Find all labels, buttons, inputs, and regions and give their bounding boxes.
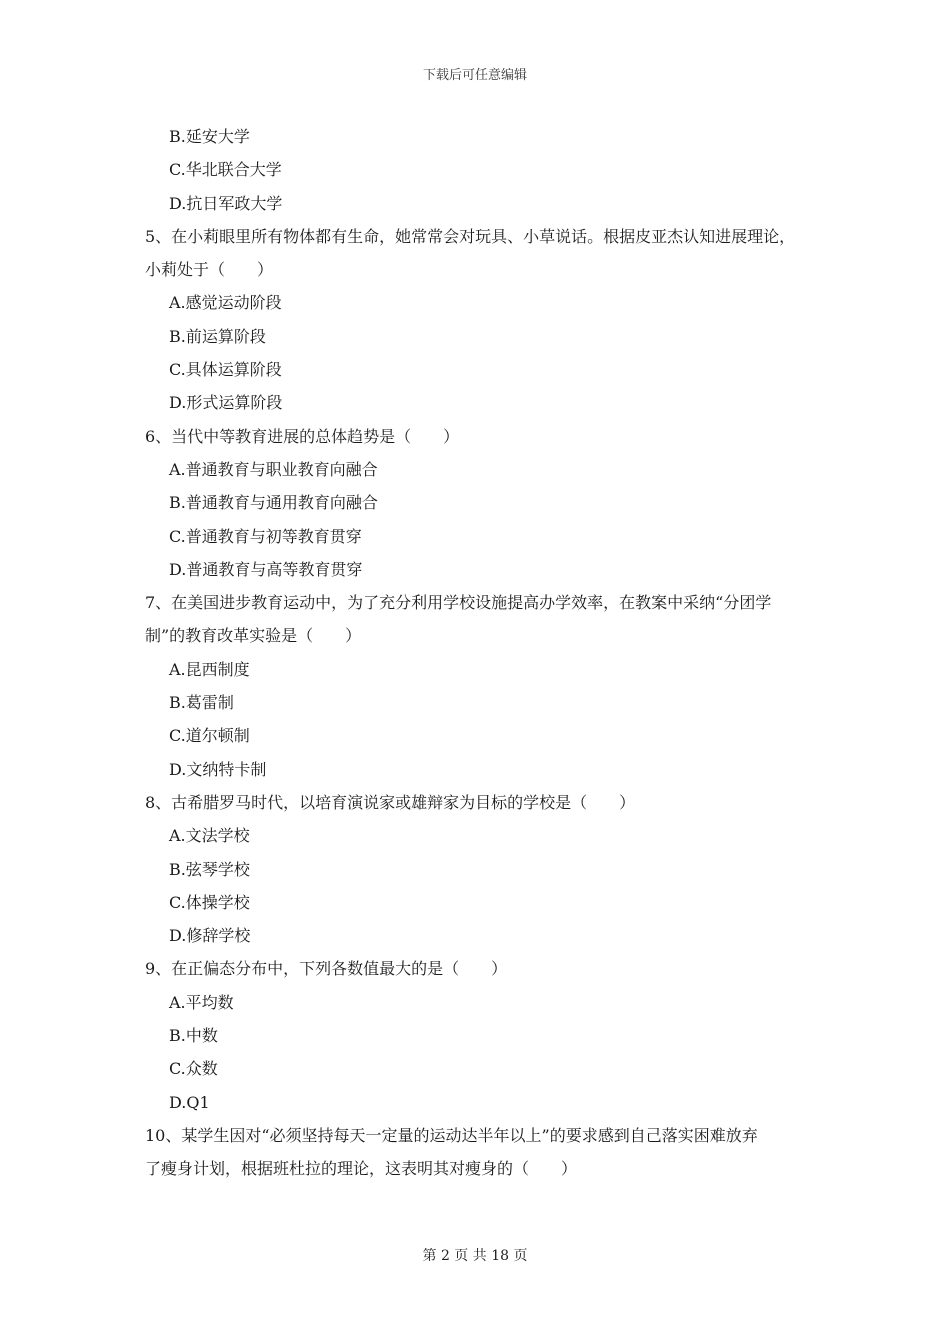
page-header: 下载后可任意编辑 bbox=[422, 68, 527, 83]
page-footer: 第 2 页 共 18 页 bbox=[422, 1248, 528, 1264]
answer-option: A.昆西制度 bbox=[169, 659, 250, 679]
document-body bbox=[145, 120, 815, 1186]
answer-option: A.文法学校 bbox=[169, 826, 250, 846]
answer-option: D.普通教育与高等教育贯穿 bbox=[169, 559, 363, 579]
question-text: 了瘦身计划，根据班杜拉的理论，这表明其对瘦身的（ ） bbox=[145, 1159, 578, 1179]
answer-option: B.葛雷制 bbox=[169, 693, 234, 713]
answer-option: D.Q1 bbox=[169, 1092, 210, 1112]
answer-option: B.中数 bbox=[169, 1026, 218, 1046]
answer-option: C.普通教育与初等教育贯穿 bbox=[169, 526, 362, 546]
question-text: 8、古希腊罗马时代，以培育演说家或雄辩家为目标的学校是（ ） bbox=[145, 792, 636, 812]
answer-option: B.前运算阶段 bbox=[169, 326, 266, 346]
question-text: 小莉处于（ ） bbox=[145, 260, 274, 280]
question-text: 7、在美国进步教育运动中，为了充分利用学校设施提高办学效率，在教案中采纳“分团学 bbox=[145, 593, 772, 613]
question-text: 5、在小莉眼里所有物体都有生命，她常常会对玩具、小草说话。根据皮亚杰认知进展理论， bbox=[145, 226, 796, 246]
answer-option: A.平均数 bbox=[169, 992, 234, 1012]
answer-option: D.文纳特卡制 bbox=[169, 759, 267, 779]
answer-option: C.华北联合大学 bbox=[169, 160, 282, 180]
answer-option: B.延安大学 bbox=[169, 127, 250, 146]
answer-option: B.弦琴学校 bbox=[169, 859, 250, 879]
question-text: 9、在正偏态分布中，下列各数值最大的是（ ） bbox=[145, 959, 508, 979]
answer-option: A.感觉运动阶段 bbox=[169, 293, 282, 313]
answer-option: C.道尔顿制 bbox=[169, 726, 250, 746]
answer-option: D.修辞学校 bbox=[169, 926, 251, 946]
answer-option: D.形式运算阶段 bbox=[169, 393, 283, 413]
answer-option: B.普通教育与通用教育向融合 bbox=[169, 493, 378, 513]
answer-option: C.具体运算阶段 bbox=[169, 360, 282, 380]
question-text: 制”的教育改革实验是（ ） bbox=[145, 626, 362, 646]
answer-option: C.众数 bbox=[169, 1059, 218, 1079]
question-text: 6、当代中等教育进展的总体趋势是（ ） bbox=[145, 426, 460, 446]
question-text: 10、某学生因对“必须坚持每天一定量的运动达半年以上”的要求感到自己落实困难放弃 bbox=[145, 1125, 758, 1145]
answer-option: C.体操学校 bbox=[169, 892, 250, 912]
answer-option: A.普通教育与职业教育向融合 bbox=[169, 459, 378, 479]
answer-option: D.抗日军政大学 bbox=[169, 193, 283, 213]
